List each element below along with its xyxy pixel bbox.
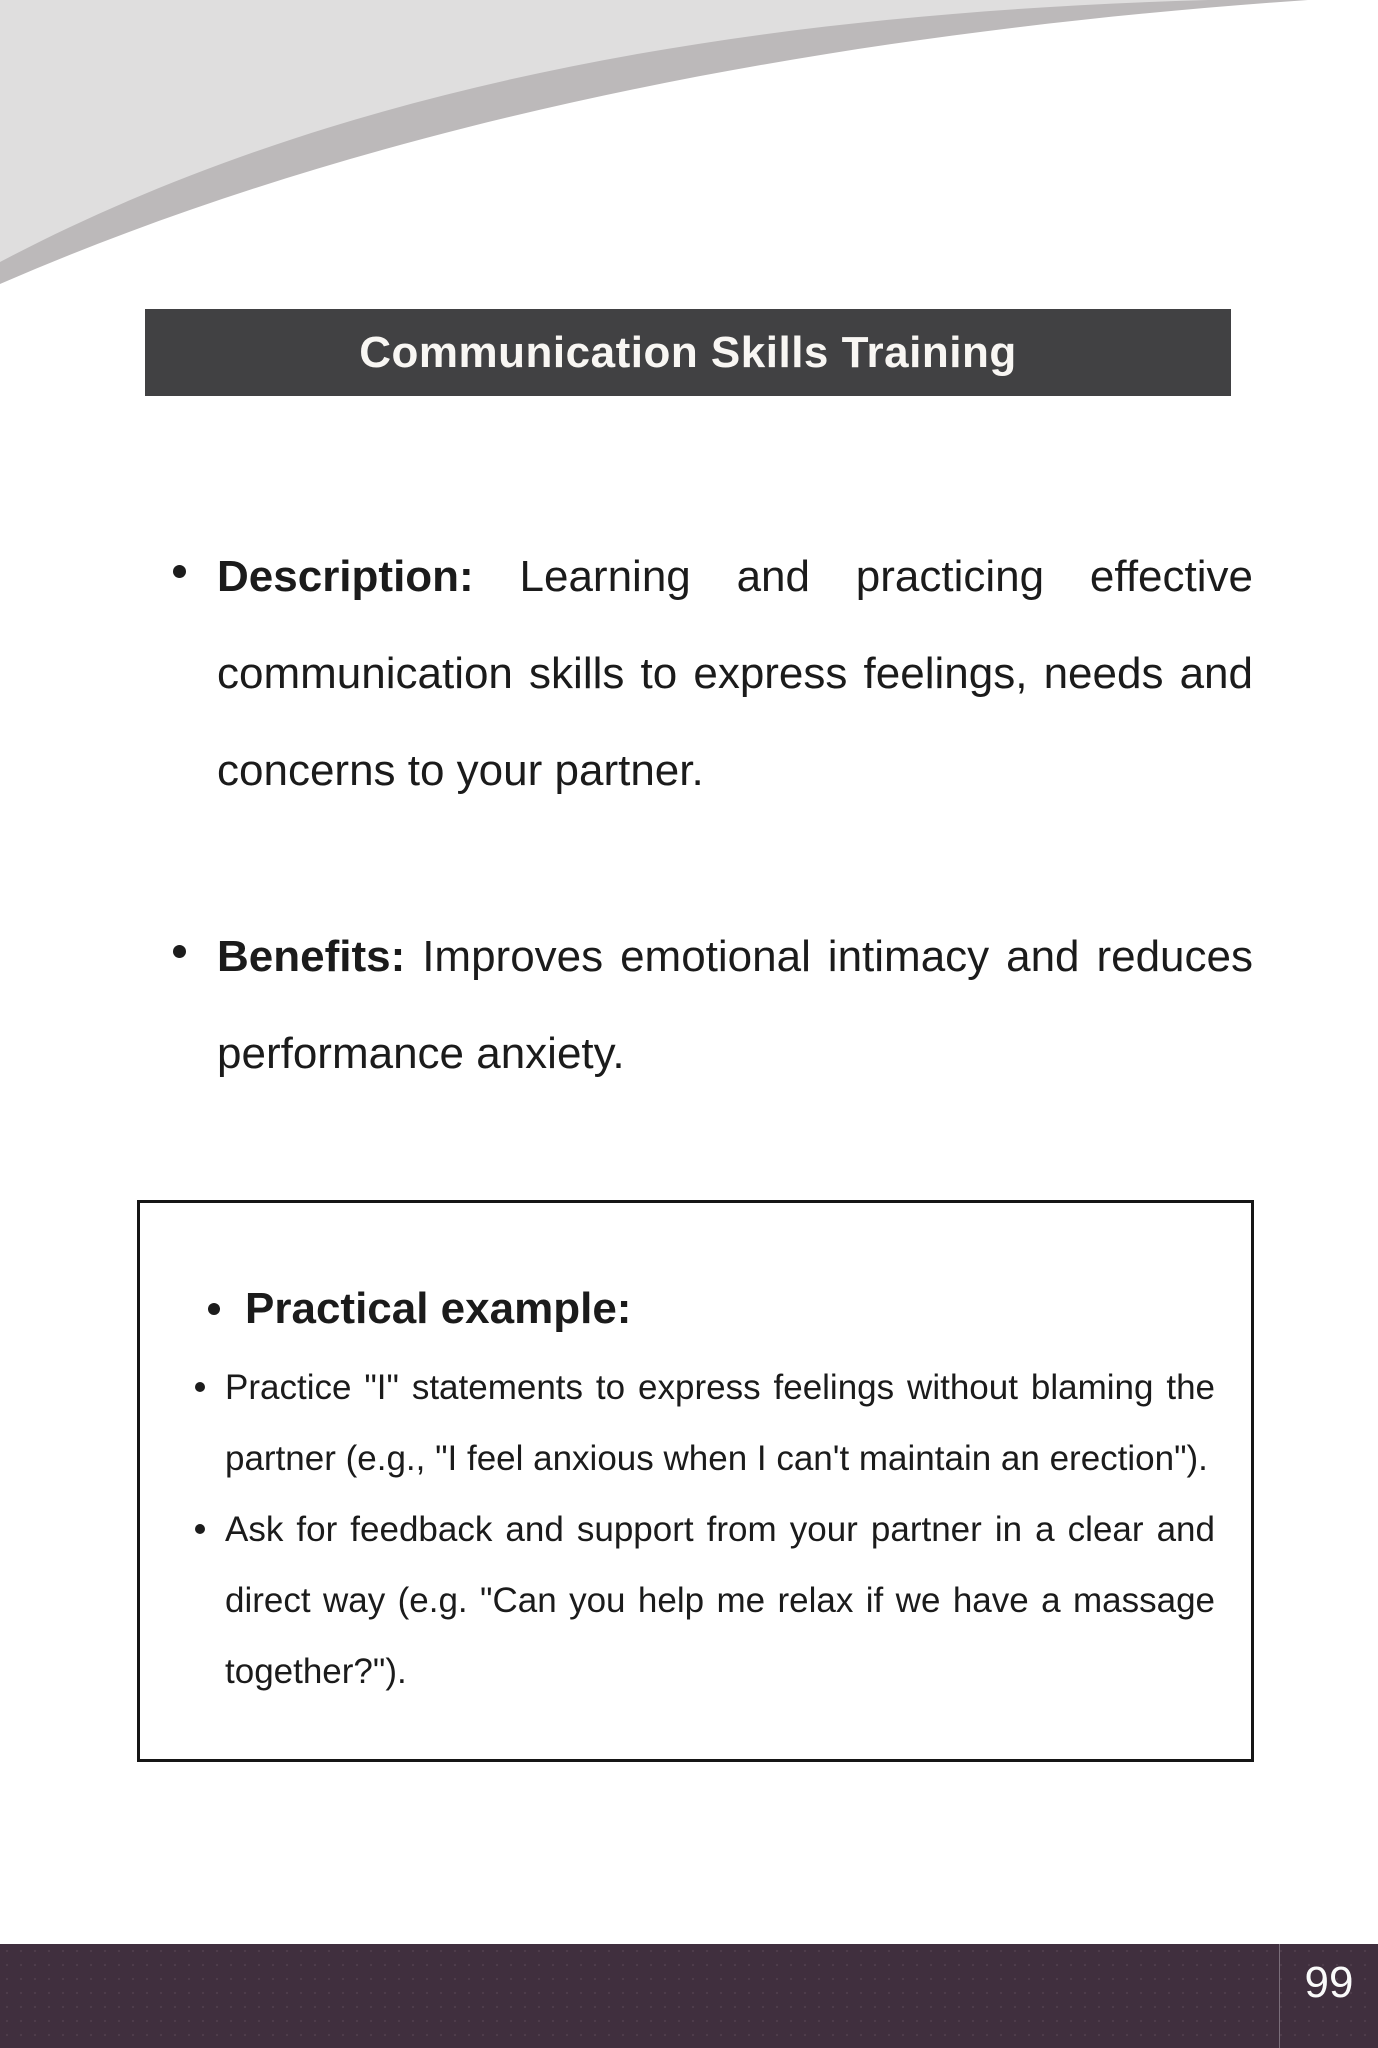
bold-label: Description: [217, 552, 474, 601]
bullet-icon [173, 945, 186, 958]
text-segment: Learning and practicing effective [473, 552, 1253, 601]
text-line [225, 1423, 1215, 1494]
benefits-text [217, 908, 1253, 1102]
text-segment: communication skills to express feelings, needs and [217, 649, 1253, 698]
text-line [217, 625, 1253, 722]
example-list-item [225, 1494, 1215, 1707]
bullet-icon [195, 1382, 205, 1392]
practical-example-heading-text: Practical example: [245, 1284, 632, 1333]
description-text [217, 528, 1253, 819]
practical-example-heading [245, 1281, 631, 1337]
page-title: Communication Skills Training [359, 327, 1017, 377]
bold-label: Benefits: [217, 932, 406, 981]
text-segment: concerns to your partner. [217, 746, 704, 795]
bullet-text [225, 1352, 1215, 1494]
text-line [225, 1352, 1215, 1423]
swoosh-light-shape [0, 0, 1208, 262]
bullet-icon [208, 1303, 220, 1315]
bullet-text [225, 1494, 1215, 1707]
text-segment: together?"). [225, 1652, 407, 1691]
text-line [217, 528, 1253, 625]
bullet-icon [173, 565, 186, 578]
text-line [225, 1494, 1215, 1565]
title-bar [145, 309, 1231, 396]
text-line [217, 722, 1253, 819]
practical-example-list [225, 1352, 1215, 1707]
text-segment: direct way (e.g. "Can you help me relax if we have a massage [225, 1581, 1215, 1620]
text-segment: Improves emotional intimacy and reduces [405, 932, 1253, 981]
text-segment: performance anxiety. [217, 1029, 625, 1078]
benefits-bullet [217, 908, 1253, 1102]
text-segment: Ask for feedback and support from your partner in a clear and [225, 1510, 1215, 1549]
text-line [217, 1005, 1253, 1102]
text-segment: Practice "I" statements to express feelings without blaming the [225, 1368, 1215, 1407]
text-line [225, 1636, 1215, 1707]
example-list-item [225, 1352, 1215, 1494]
practical-example-box [137, 1200, 1254, 1762]
text-line [225, 1565, 1215, 1636]
text-line [217, 908, 1253, 1005]
description-bullet [217, 528, 1253, 819]
text-segment: partner (e.g., "I feel anxious when I can't maintain an erection"). [225, 1439, 1208, 1478]
footer-bar [0, 1944, 1378, 2048]
page-number: 99 [1304, 1958, 1354, 2007]
bullet-icon [195, 1524, 205, 1534]
